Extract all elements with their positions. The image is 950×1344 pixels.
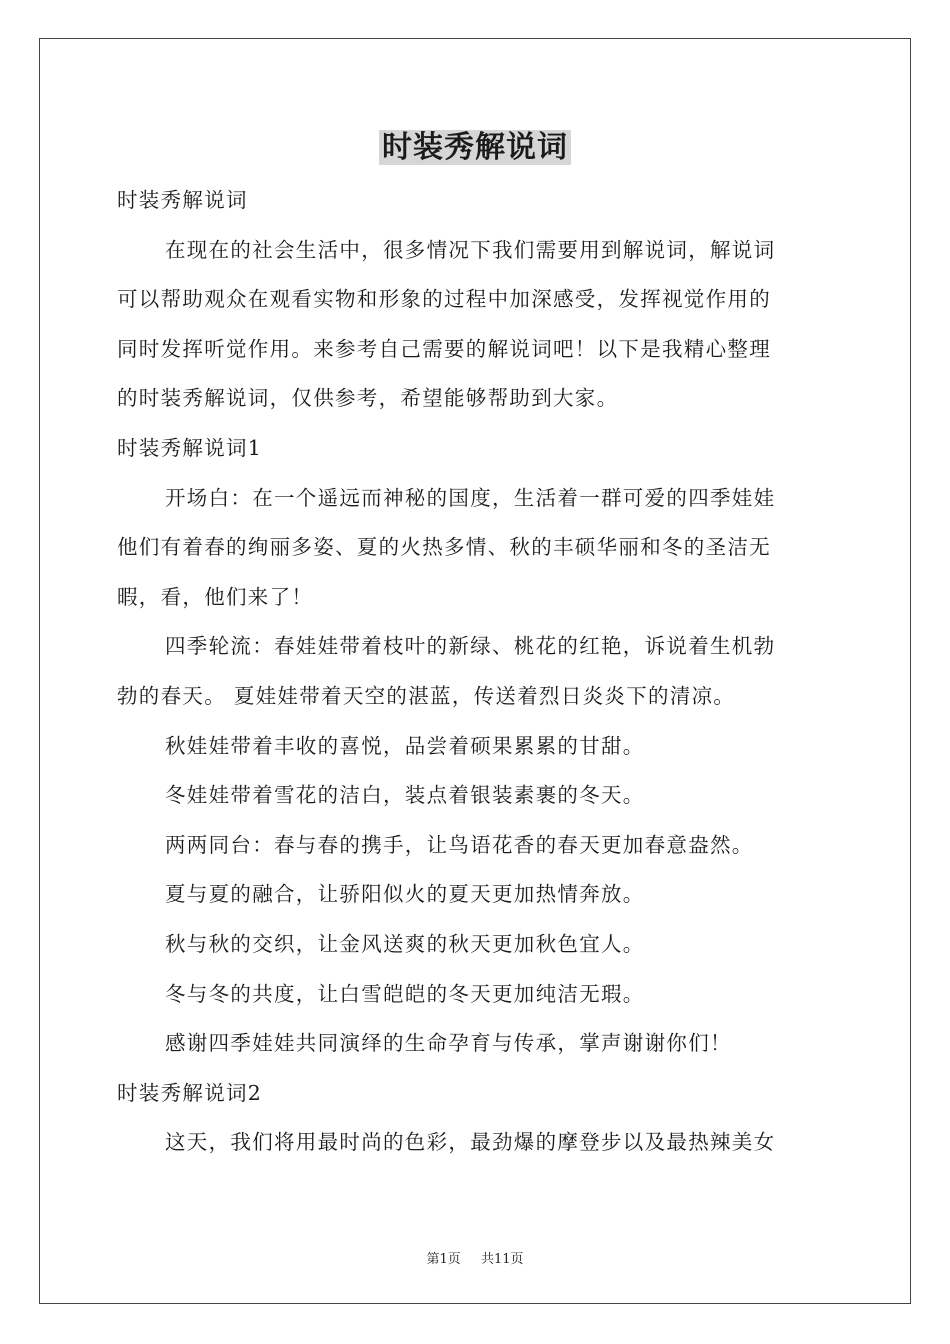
page-number: 第1页 xyxy=(426,1252,461,1267)
document-title xyxy=(0,128,950,168)
text-line: 开场白：在一个遥远而神秘的国度，生活着一群可爱的四季娃娃 xyxy=(165,485,776,510)
document-title-text: 时装秀解说词 xyxy=(379,130,571,165)
text-line: 这天，我们将用最时尚的色彩，最劲爆的摩登步以及最热辣美女 xyxy=(165,1130,776,1155)
page-total: 共11页 xyxy=(480,1252,524,1267)
text-line: 同时发挥听觉作用。来参考自己需要的解说词吧！以下是我精心整理 xyxy=(117,336,771,361)
text-line: 感谢四季娃娃共同演绎的生命孕育与传承，掌声谢谢你们！ xyxy=(165,1031,732,1056)
page-footer xyxy=(0,1248,950,1267)
text-line: 可以帮助观众在观看实物和形象的过程中加深感受，发挥视觉作用的 xyxy=(117,287,771,312)
text-line: 四季轮流：春娃娃带着枝叶的新绿、桃花的红艳，诉说着生机勃 xyxy=(165,634,776,659)
text-line: 冬娃娃带着雪花的洁白，装点着银装素裹的冬天。 xyxy=(165,783,645,808)
text-line: 的时装秀解说词，仅供参考，希望能够帮助到大家。 xyxy=(117,386,619,411)
text-line: 冬与冬的共度，让白雪皑皑的冬天更加纯洁无瑕。 xyxy=(165,981,645,1006)
text-line: 秋娃娃带着丰收的喜悦，品尝着硕果累累的甘甜。 xyxy=(165,733,645,758)
text-line: 时装秀解说词 xyxy=(117,188,248,212)
text-line: 暇，看，他们来了！ xyxy=(117,584,314,609)
text-line: 在现在的社会生活中，很多情况下我们需要用到解说词，解说词 xyxy=(165,237,776,262)
text-line: 勃的春天。 夏娃娃带着天空的湛蓝，传送着烈日炎炎下的清凉。 xyxy=(117,683,736,708)
text-line: 两两同台：春与春的携手，让鸟语花香的春天更加春意盎然。 xyxy=(165,832,754,857)
document-body xyxy=(117,176,833,1168)
text-line: 夏与夏的融合，让骄阳似火的夏天更加热情奔放。 xyxy=(165,882,645,907)
text-line: 时装秀解说词2 xyxy=(117,1080,263,1105)
text-line: 时装秀解说词1 xyxy=(117,435,263,460)
text-line: 他们有着春的绚丽多姿、夏的火热多情、秋的丰硕华丽和冬的圣洁无 xyxy=(117,535,771,560)
text-line: 秋与秋的交织，让金风送爽的秋天更加秋色宜人。 xyxy=(165,931,645,956)
